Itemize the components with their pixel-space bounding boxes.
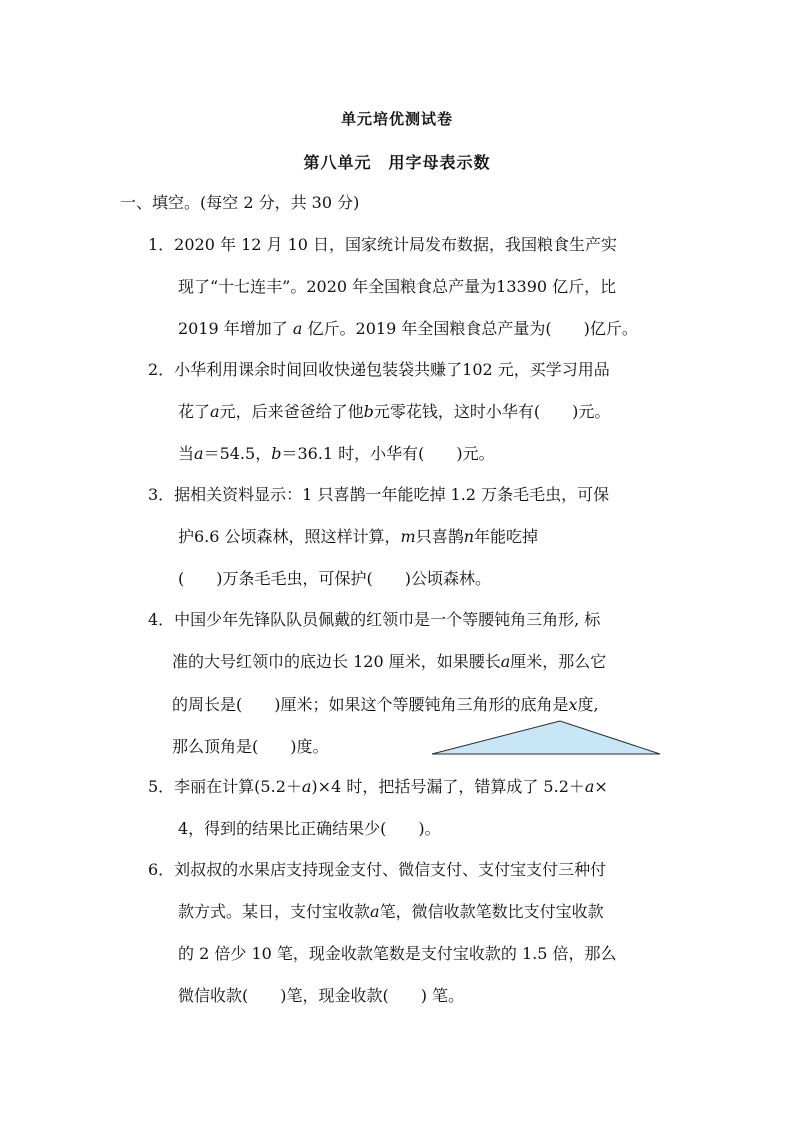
- q5-line-1: [148, 774, 608, 797]
- variable-a: a: [194, 444, 204, 463]
- variable-a: a: [370, 902, 380, 921]
- variable-x: x: [568, 695, 578, 714]
- q2-line-3-text-c: ＝36.1 时，小华有( )元。: [281, 444, 495, 463]
- q6-line-2-text-b: 笔，微信收款笔数比支付宝收款: [379, 902, 604, 921]
- red-scarf-triangle-figure: [430, 718, 662, 756]
- q1-line-3-text-a: 2019 年增加了: [178, 319, 288, 338]
- q2-line-2: [178, 399, 610, 422]
- q2-line-2-text-a: 花了: [178, 402, 211, 421]
- q4-line-1: 4．中国少年先锋队队员佩戴的红领巾是一个等腰钝角三角形, 标: [148, 610, 601, 629]
- q4-line-2: [172, 649, 606, 672]
- q4-line-3-text-a: 的周长是( )厘米；如果这个等腰钝角三角形的底角是: [172, 695, 569, 714]
- q5-line-1-text-b: )×4 时，把括号漏了，错算成了 5.2＋: [311, 777, 585, 796]
- q2-line-1: 2．小华利用课余时间回收快递包装袋共赚了102 元，买学习用品: [148, 360, 610, 379]
- q5-line-1-text-a: 5．李丽在计算(5.2＋: [148, 777, 302, 796]
- q4-line-4: 那么顶角是( )度。: [172, 737, 329, 756]
- q3-line-1: 3．据相关资料显示：1 只喜鹊一年能吃掉 1.2 万条毛毛虫，可保: [148, 485, 610, 504]
- q2-line-3-text-b: ＝54.5，: [203, 444, 272, 463]
- variable-m: m: [400, 527, 416, 546]
- section-heading: 一、填空。(每空 2 分，共 30 分): [120, 193, 360, 212]
- variable-a: a: [584, 777, 595, 796]
- q5-line-2: 4，得到的结果比正确结果少( )。: [178, 819, 441, 838]
- q3-line-2: [178, 524, 538, 547]
- q6-line-2: [178, 899, 604, 922]
- variable-b: b: [363, 402, 374, 421]
- q4-line-2-text-b: 厘米，那么它: [510, 652, 607, 671]
- q1-line-3: [178, 316, 638, 339]
- q6-line-4: 微信收款( )笔，现金收款( ) 笔。: [178, 986, 465, 1005]
- triangle-shape: [432, 721, 660, 754]
- q5-line-1-text-c: ×: [594, 777, 608, 796]
- q6-line-1: 6．刘叔叔的水果店支持现金支付、微信支付、支付宝支付三种付: [148, 860, 607, 879]
- page-title: 单元培优测试卷: [340, 110, 453, 128]
- q2-line-3: [178, 441, 495, 464]
- q4-line-2-text-a: 准的大号红领巾的底边长 120 厘米，如果腰长: [172, 652, 501, 671]
- q2-line-3-text-a: 当: [178, 444, 195, 463]
- q6-line-2-text-a: 款方式。某日，支付宝收款: [178, 902, 371, 921]
- page-subtitle: 第八单元 用字母表示数: [303, 153, 491, 172]
- variable-a: a: [292, 319, 303, 338]
- q3-line-2-text-c: 年能吃掉: [474, 527, 539, 546]
- q1-line-2: 现了“十七连丰”。2020 年全国粮食总产量为13390 亿斤，比: [178, 277, 617, 296]
- q3-line-2-text-b: 只喜鹊: [415, 527, 464, 546]
- q1-line-1: 1．2020 年 12 月 10 日，国家统计局发布数据，我国粮食生产实: [148, 235, 618, 254]
- variable-a: a: [210, 402, 220, 421]
- variable-n: n: [463, 527, 475, 546]
- q4-line-3-text-b: 度,: [577, 695, 599, 714]
- q3-line-2-text-a: 护6.6 公顷森林，照这样计算，: [178, 527, 401, 546]
- q4-line-3: [172, 692, 599, 715]
- q3-line-3: ( )万条毛毛虫，可保护( )公顷森林。: [178, 569, 491, 588]
- q6-line-3: 的 2 倍少 10 笔，现金收款笔数是支付宝收款的 1.5 倍，那么: [178, 944, 617, 963]
- q2-line-2-text-b: 元，后来爸爸给了他: [219, 402, 364, 421]
- q1-line-3-text-b: 亿斤。2019 年全国粮食总产量为( )亿斤。: [307, 319, 638, 338]
- q2-line-2-text-c: 元零花钱，这时小华有( )元。: [373, 402, 611, 421]
- variable-b: b: [271, 444, 282, 463]
- variable-a: a: [301, 777, 312, 796]
- variable-a: a: [500, 652, 511, 671]
